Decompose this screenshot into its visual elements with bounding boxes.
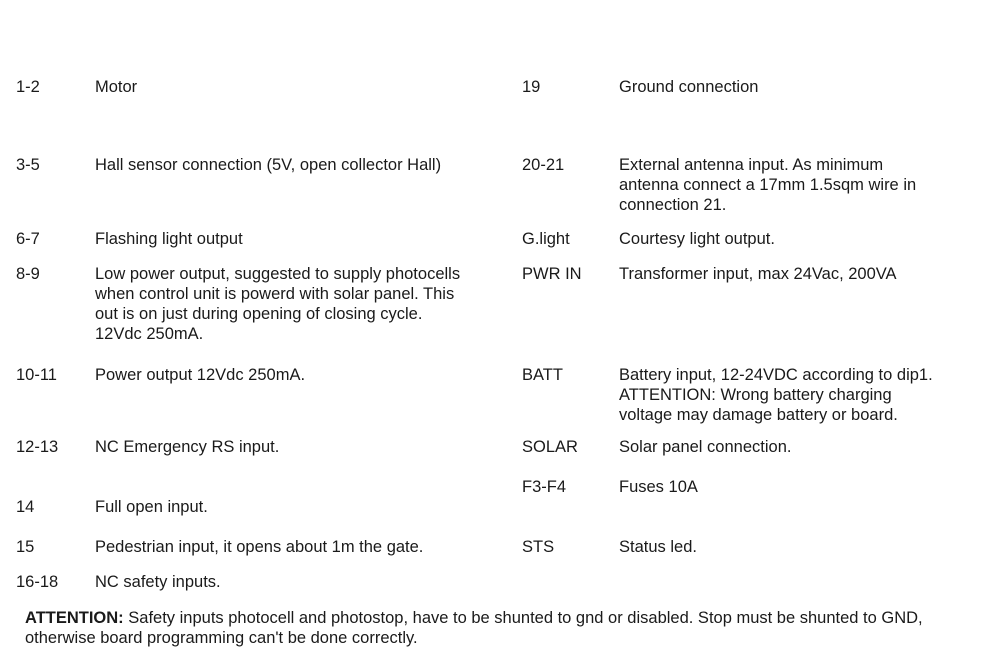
terminal-description: Status led. — [619, 538, 697, 556]
terminal-number: SOLAR — [522, 438, 578, 456]
attention-note — [25, 608, 985, 648]
terminal-number: STS — [522, 538, 555, 556]
terminal-number: 16-18 — [16, 573, 59, 591]
terminal-number: 14 — [16, 498, 35, 516]
terminal-description: Transformer input, max 24Vac, 200VA — [619, 265, 897, 283]
terminal-description: Solar panel connection. — [619, 438, 792, 456]
terminal-description: Power output 12Vdc 250mA. — [95, 366, 306, 384]
terminal-description: Motor — [95, 78, 138, 96]
terminal-number: 12-13 — [16, 438, 59, 456]
terminal-number: BATT — [522, 366, 563, 384]
terminal-description: Ground connection — [619, 78, 759, 96]
terminal-description: Hall sensor connection (5V, open collector Hall) — [95, 156, 442, 174]
terminal-number: 1-2 — [16, 78, 40, 96]
terminal-number: 3-5 — [16, 156, 40, 174]
attention-text: Safety inputs photocell and photostop, have to be shunted to gnd or disabled. Stop must be shunted to GND, otherwise board programming can't be done correctly. — [25, 609, 923, 647]
terminal-description: Low power output, suggested to supply photocells when control unit is powerd with solar panel. This out is on just during opening of closing cycle. 12Vdc 250mA. — [95, 265, 461, 343]
terminal-number: G.light — [522, 230, 570, 248]
terminal-description: Battery input, 12-24VDC according to dip1. ATTENTION: Wrong battery charging voltage may damage battery or board. — [619, 366, 933, 424]
terminal-description: Courtesy light output. — [619, 230, 775, 248]
terminal-description: Fuses 10A — [619, 478, 698, 496]
terminal-number: F3-F4 — [522, 478, 567, 496]
terminal-description: Full open input. — [95, 498, 208, 516]
terminal-number: 10-11 — [16, 366, 57, 384]
terminal-description: NC safety inputs. — [95, 573, 221, 591]
terminal-description: Flashing light output — [95, 230, 243, 248]
terminal-description: External antenna input. As minimum antenna connect a 17mm 1.5sqm wire in connection 21. — [619, 156, 917, 214]
terminal-number: PWR IN — [522, 265, 582, 283]
terminal-number: 8-9 — [16, 265, 40, 283]
terminal-description: NC Emergency RS input. — [95, 438, 280, 456]
terminal-description: Pedestrian input, it opens about 1m the gate. — [95, 538, 424, 556]
terminal-number: 20-21 — [522, 156, 565, 174]
terminal-number: 19 — [522, 78, 541, 96]
terminal-number: 6-7 — [16, 230, 40, 248]
terminal-number: 15 — [16, 538, 35, 556]
attention-label: ATTENTION: — [25, 609, 124, 627]
